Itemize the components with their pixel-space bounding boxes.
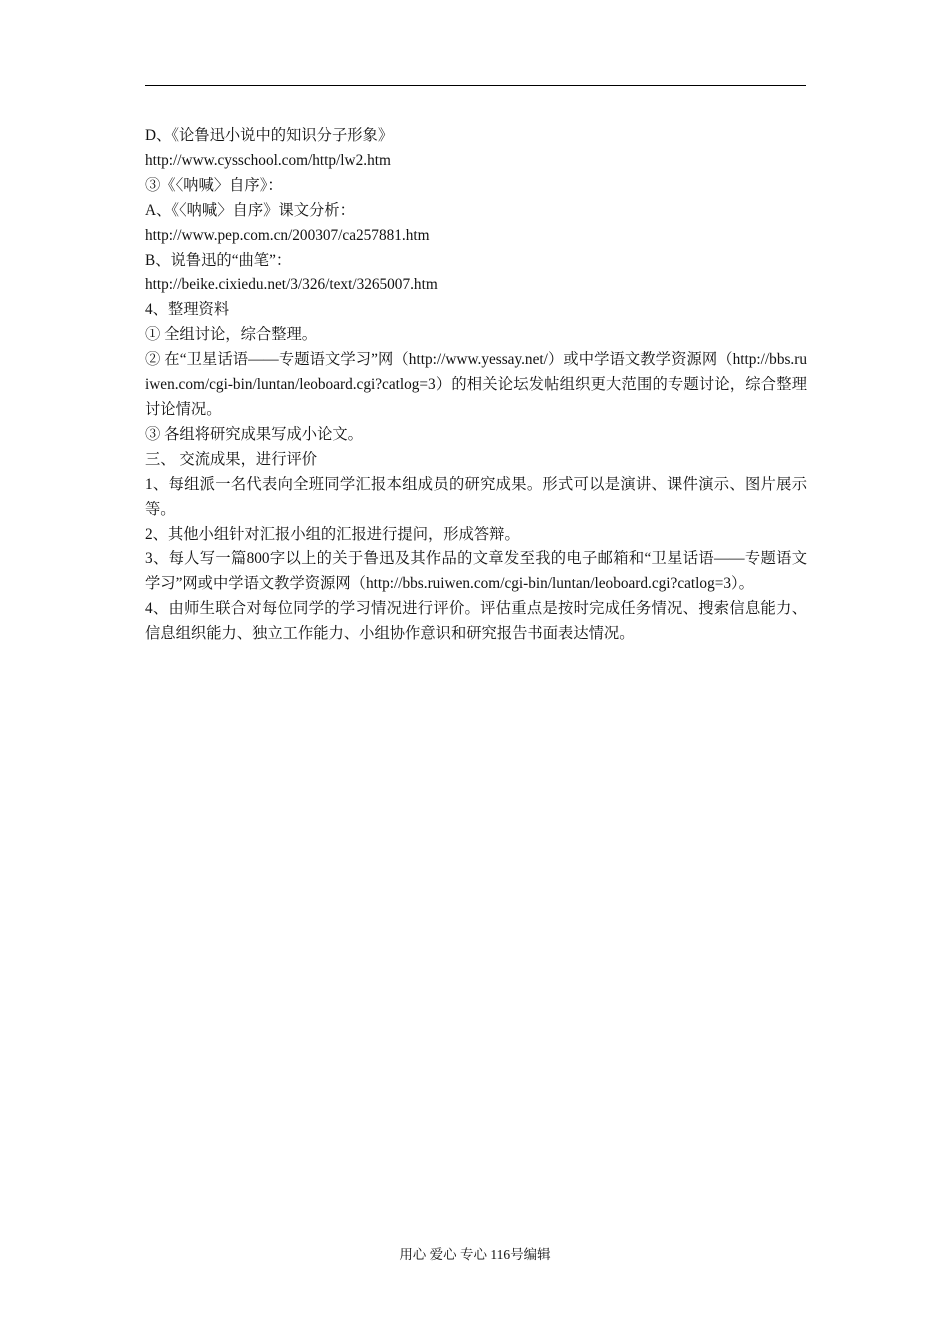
url-line: http://www.pep.com.cn/200307/ca257881.htm: [145, 226, 430, 244]
evaluation-item: 2、其他小组针对汇报小组的汇报进行提问，形成答辩。: [145, 525, 520, 543]
url-line: http://www.cysschool.com/http/lw2.htm: [145, 151, 391, 169]
essay-title-line: D、《论鲁迅小说中的知识分子形象》: [145, 127, 394, 144]
section-heading: 三、 交流成果，进行评价: [145, 450, 318, 468]
step-item: ① 全组讨论，综合整理。: [145, 326, 318, 344]
document-body: [145, 124, 807, 647]
header-rule: [145, 85, 806, 86]
page-footer: 用心 爱心 专心 116号编辑: [399, 1247, 551, 1262]
step-item: ③ 各组将研究成果写成小论文。: [145, 425, 363, 443]
evaluation-item: 3、每人写一篇800字以上的关于鲁迅及其作品的文章发至我的电子邮箱和“卫星话语——专题语文学习”网或中学语文教学资源网（http://bbs.ruiwen.com/cgi-bin/luntan/leoboard.cgi?catlog=3）。: [145, 550, 807, 593]
step-heading: 4、整理资料: [145, 301, 230, 319]
forum-paragraph: ② 在“卫星话语——专题语文学习”网（http://www.yessay.net/）或中学语文教学资源网（http://bbs.ruiwen.com/cgi-bin/luntan/leoboard.cgi?catlog=3）的相关论坛发帖组织更大范围的专题讨论，综合整理讨论情况。: [145, 351, 807, 418]
list-item: B、说鲁迅的“曲笔”：: [145, 251, 292, 269]
evaluation-item: 4、由师生联合对每位同学的学习情况进行评价。评估重点是按时完成任务情况、搜索信息能力、信息组织能力、独立工作能力、小组协作意识和研究报告书面表达情况。: [145, 600, 807, 643]
url-line: http://beike.cixiedu.net/3/326/text/3265007.htm: [145, 276, 438, 294]
evaluation-item: 1、每组派一名代表向全班同学汇报本组成员的研究成果。形式可以是演讲、课件演示、图片展示等。: [145, 475, 807, 518]
subsection-heading: ③《〈呐喊〉自序》：: [145, 176, 283, 194]
list-item: A、《〈呐喊〉自序》课文分析：: [145, 201, 355, 219]
